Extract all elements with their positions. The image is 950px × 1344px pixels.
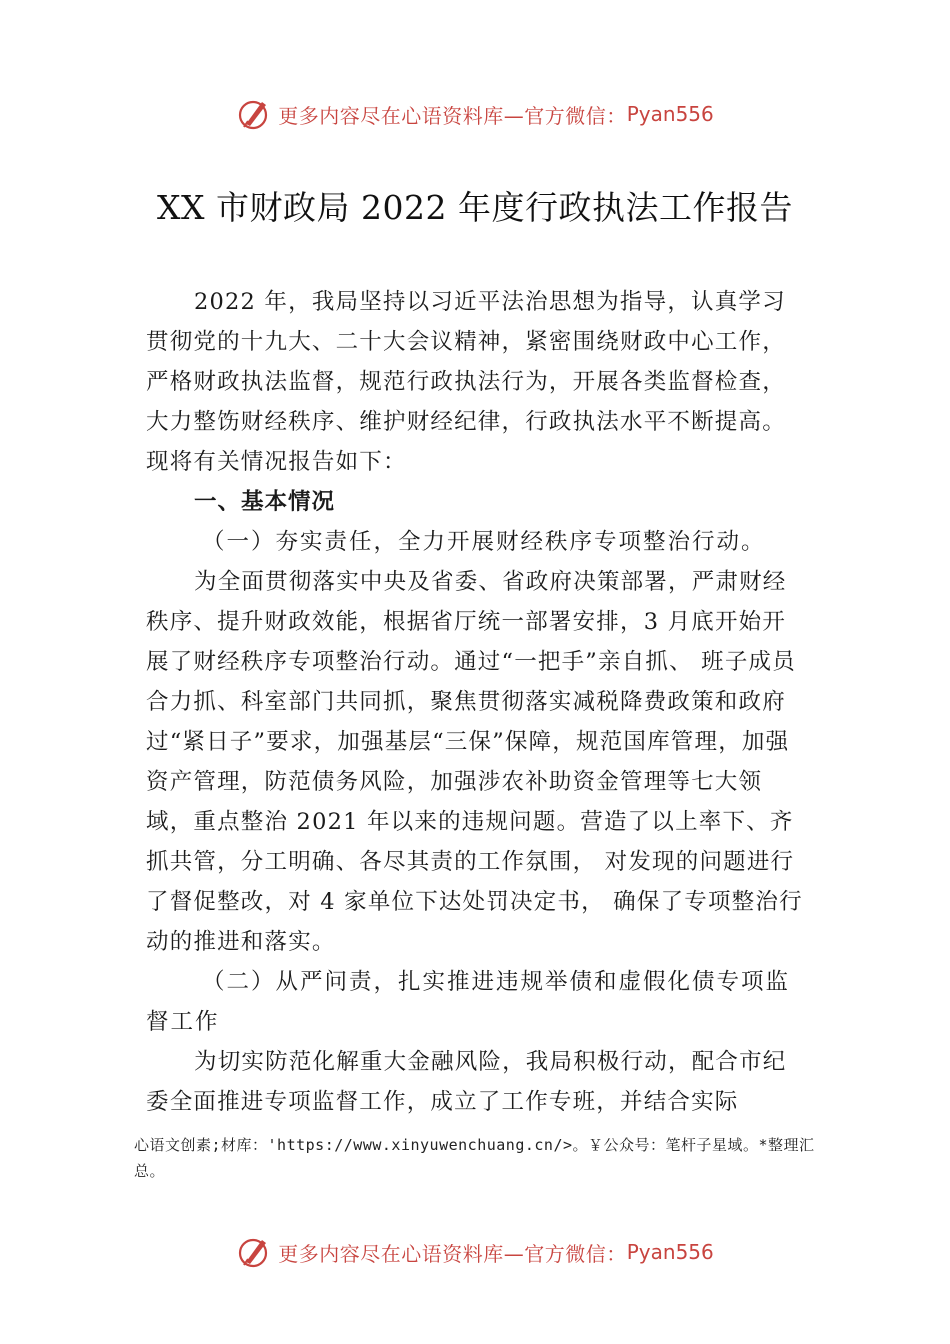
banner-text: 更多内容尽在心语资料库—官方微信： xyxy=(278,1241,627,1266)
banner-wechat-id: Pyan556 xyxy=(626,102,714,126)
subsection-1-paragraph: 为全面贯彻落实中央及省委、省政府决策部署，严肃财经秩序、提升财政效能，根据省厅统一部署安排，3 月底开始开展了财经秩序专项整治行动。通过“一把手”亲自抓、 班子成员合力抓、科室部门共同抓，聚焦贯彻落实减税降费政策和政府过“紧日子”要求，加强基层“三保”保障，规范国库管理，加强资产管理，防范债务风险，加强涉农补助资金管理等七大领域，重点整治 2021 年以来的违规问题。营造了以上率下、齐抓共管，分工明确、各尽其责的工作氛围， 对发现的问题进行了督促整改，对 4 家单位下达处罚决定书， 确保了专项整治行动的推进和落实。 xyxy=(146,569,803,955)
header-banner xyxy=(0,94,950,134)
document-title: XX 市财政局 2022 年度行政执法工作报告 xyxy=(157,188,793,227)
banner-wechat-id: Pyan556 xyxy=(626,1240,714,1264)
intro-paragraph: 2022 年，我局坚持以习近平法治思想为指导，认真学习贯彻党的十九大、二十大会议精神，紧密围绕财政中心工作，严格财政执法监督，规范行政执法行为，开展各类监督检查，大力整饬财经秩序、维护财经纪律，行政执法水平不断提高。现将有关情况报告如下： xyxy=(146,289,786,475)
subsection-2-paragraph: 为切实防范化解重大金融风险，我局积极行动，配合市纪委全面推进专项监督工作，成立了工作专班，并结合实际 xyxy=(146,1049,787,1115)
banner-text: 更多内容尽在心语资料库—官方微信： xyxy=(278,103,627,128)
quill-circle-icon xyxy=(236,1234,272,1270)
subsection-heading-2: （二）从严问责，扎实推进违规举债和虚假化债专项监督工作 xyxy=(146,969,791,1035)
quill-circle-icon xyxy=(236,96,272,132)
footer-banner xyxy=(0,1232,950,1272)
page-footnote: 心语文创素;材库：'https://www.xinyuwenchuang.cn/>。￥公众号：笔杆子星域。*整理汇总。 xyxy=(134,1136,815,1180)
subsection-heading-1: （一）夯实责任，全力开展财经秩序专项整治行动。 xyxy=(202,529,766,555)
document-body xyxy=(146,282,808,1122)
section-heading-basic: 一、基本情况 xyxy=(194,489,336,515)
